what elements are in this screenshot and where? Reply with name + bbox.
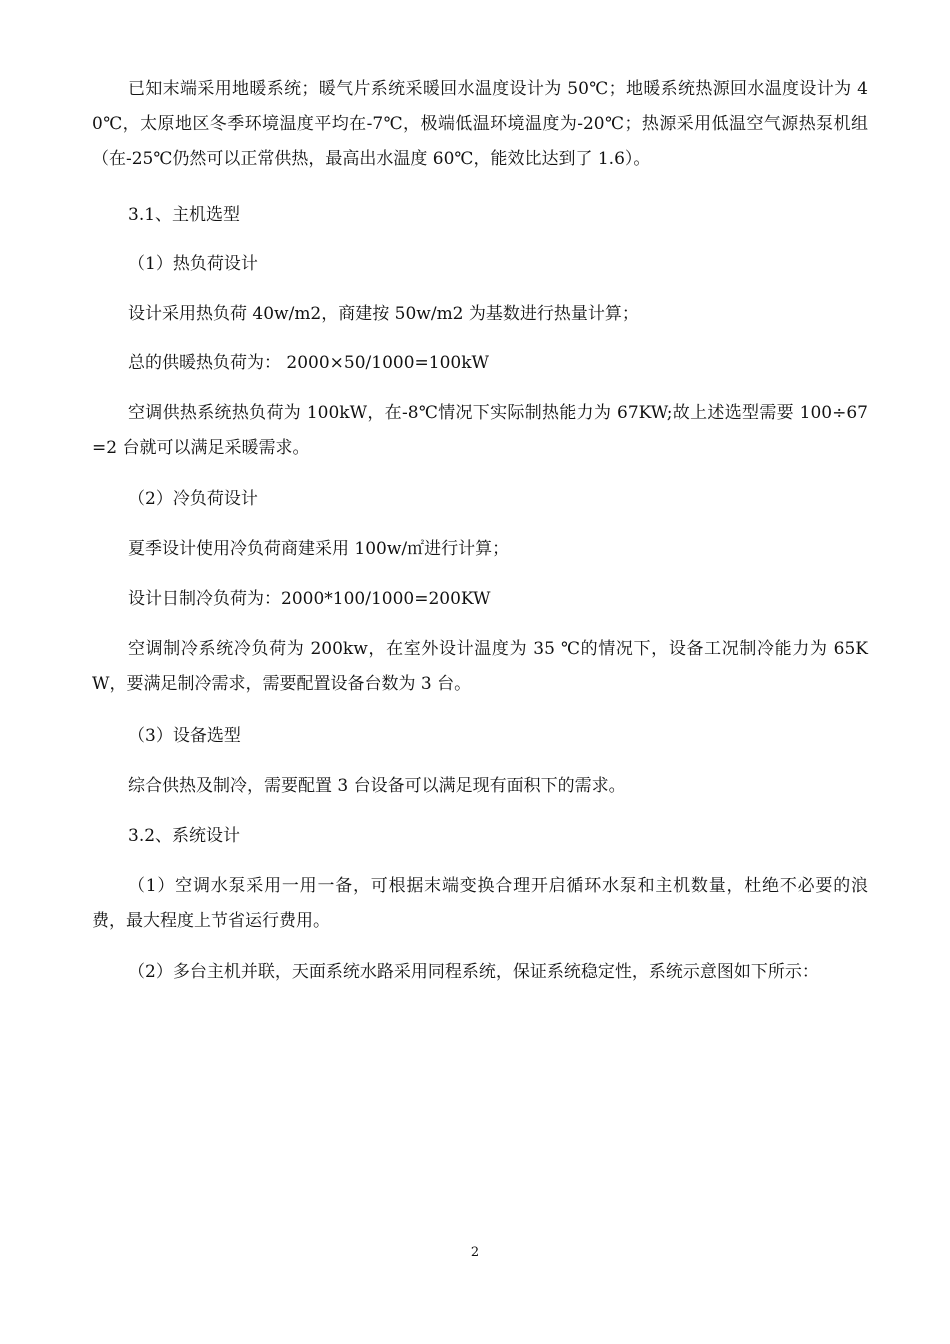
- subheading-cool-load: （2）冷负荷设计: [128, 489, 258, 509]
- subheading-equipment: （3）设备选型: [128, 726, 241, 746]
- system-design-parallel-paragraph: （2）多台主机并联，天面系统水路采用同程系统，保证系统稳定性，系统示意图如下所示：: [128, 962, 819, 982]
- cool-load-basis-paragraph: 夏季设计使用冷负荷商建采用 100w/㎡进行计算；: [128, 539, 510, 559]
- intro-paragraph: 已知末端采用地暖系统；暖气片系统采暖回水温度设计为 50℃；地暖系统热源回水温度设计为 40℃，太原地区冬季环境温度平均在-7℃，极端低温环境温度为-20℃；热源采用低温空气源热泵机组（在-25℃仍然可以正常供热，最高出水温度 60℃，能效比达到了 1.6）。: [92, 79, 868, 169]
- equipment-paragraph: 综合供热及制冷，需要配置 3 台设备可以满足现有面积下的需求。: [128, 776, 626, 796]
- heat-load-total-paragraph: 总的供暖热负荷为： 2000×50/1000=100kW: [128, 353, 490, 373]
- heat-load-basis-paragraph: 设计采用热负荷 40w/m2，商建按 50w/m2 为基数进行热量计算；: [128, 304, 639, 324]
- heat-units-paragraph: 空调供热系统热负荷为 100kW，在-8℃情况下实际制热能力为 67KW;故上述选型需要 100÷67=2 台就可以满足采暖需求。: [92, 403, 868, 458]
- page-number: 2: [470, 1245, 480, 1260]
- subheading-heat-load: （1）热负荷设计: [128, 254, 258, 274]
- section-heading-3-2: 3.2、系统设计: [128, 826, 241, 846]
- cool-units-paragraph: 空调制冷系统冷负荷为 200kw，在室外设计温度为 35 ℃的情况下，设备工况制冷能力为 65KW，要满足制冷需求，需要配置设备台数为 3 台。: [92, 639, 868, 694]
- system-design-pump-paragraph: （1）空调水泵采用一用一备，可根据末端变换合理开启循环水泵和主机数量，杜绝不必要的浪费，最大程度上节省运行费用。: [92, 876, 868, 931]
- section-heading-3-1: 3.1、主机选型: [128, 205, 241, 225]
- cool-load-total-paragraph: 设计日制冷负荷为：2000*100/1000=200KW: [128, 589, 491, 609]
